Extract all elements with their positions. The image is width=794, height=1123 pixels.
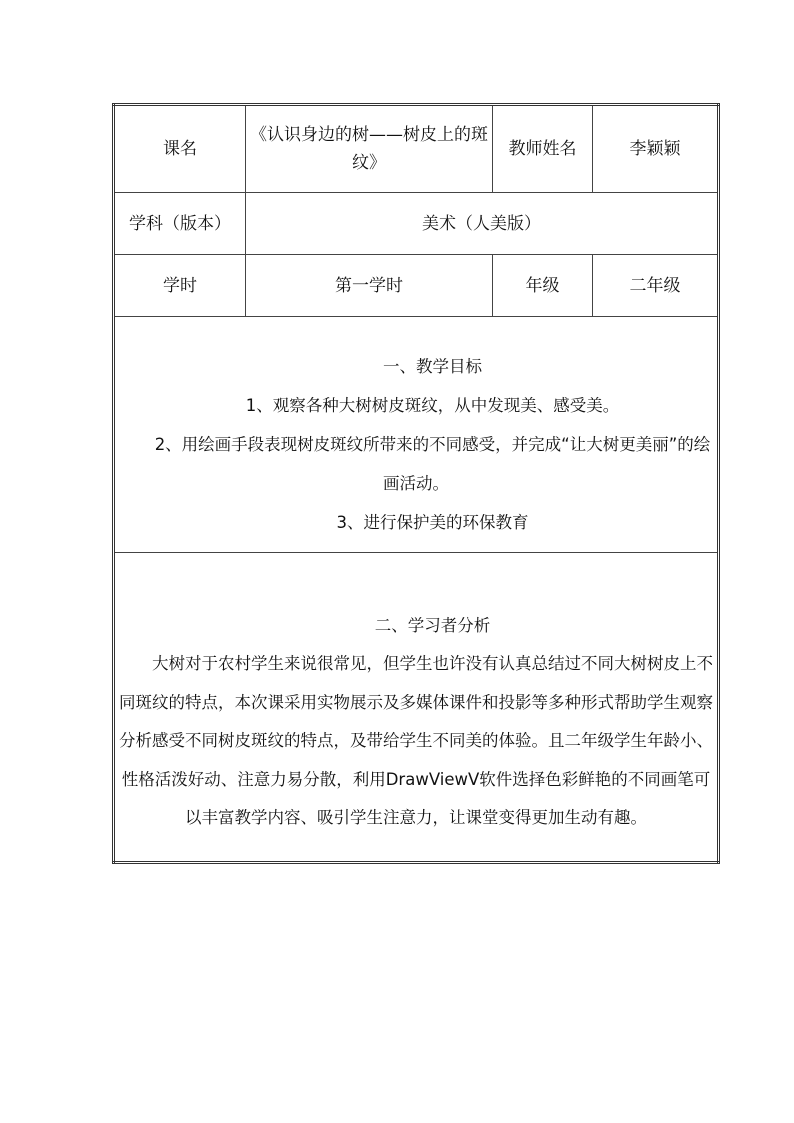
teaching-goals-section	[114, 317, 719, 553]
course-name-value: 《认识身边的树——树皮上的斑纹》	[246, 105, 493, 193]
subject-value: 美术（人美版）	[246, 193, 719, 255]
period-label: 学时	[114, 255, 246, 317]
analysis-row	[114, 553, 719, 863]
goal-item-1: 1、观察各种大树树皮斑纹，从中发现美、感受美。	[245, 396, 620, 415]
goal-item-2: 2、用绘画手段表现树皮斑纹所带来的不同感受，并完成“让大树更美丽”的绘画活动。	[154, 435, 711, 493]
period-value: 第一学时	[246, 255, 493, 317]
teacher-value: 李颖颖	[593, 105, 719, 193]
goal-item-3: 3、进行保护美的环保教育	[336, 513, 529, 532]
lesson-plan-table	[112, 103, 720, 864]
grade-value: 二年级	[593, 255, 719, 317]
subject-label: 学科（版本）	[114, 193, 246, 255]
course-row	[114, 105, 719, 193]
analysis-body: 大树对于农村学生来说很常见，但学生也许没有认真总结过不同大树树皮上不同斑纹的特点，本次课采用实物展示及多媒体课件和投影等多种形式帮助学生观察分析感受不同树皮斑纹的特点，及带给学生不同美的体验。且二年级学生年龄小、性格活泼好动、注意力易分散，利用DrawViewV软件选择色彩鲜艳的不同画笔可以丰富教学内容、吸引学生注意力，让课堂变得更加生动有趣。	[119, 654, 713, 828]
goals-row	[114, 317, 719, 553]
learner-analysis-section	[114, 553, 719, 863]
teacher-label: 教师姓名	[493, 105, 593, 193]
goals-heading: 一、教学目标	[383, 357, 482, 376]
course-name-label: 课名	[114, 105, 246, 193]
period-row	[114, 255, 719, 317]
subject-row	[114, 193, 719, 255]
analysis-heading: 二、学习者分析	[374, 616, 491, 636]
grade-label: 年级	[493, 255, 593, 317]
